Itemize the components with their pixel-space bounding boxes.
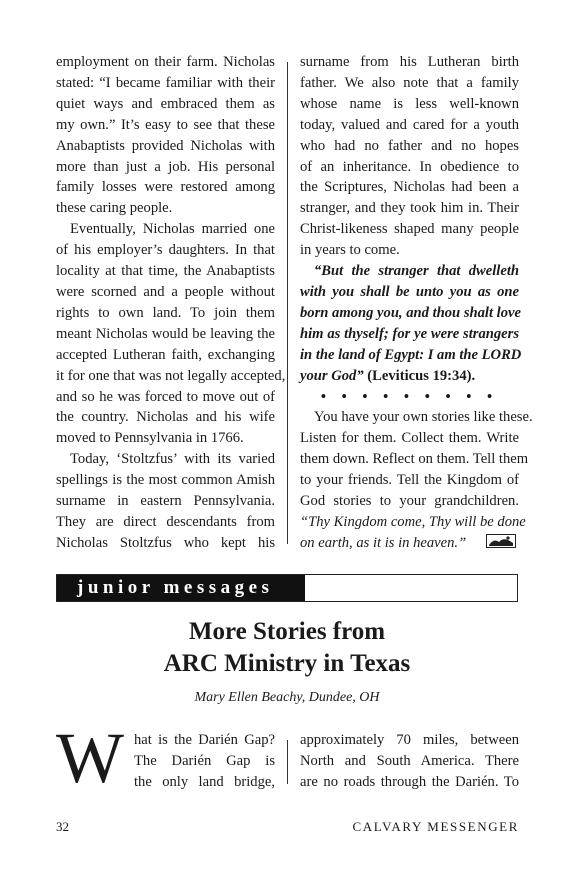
text-line: Anabaptists provided Nicholas with [56,137,275,154]
text-line: surname in eastern Pennsylvania. [56,493,275,510]
end-of-article-icon [486,534,516,548]
text-line: moved to Pennsylvania in 1766. [56,430,244,447]
text-line: The Darién Gap is [134,752,275,769]
text-line: quiet ways and embraced them as [56,95,275,112]
article-byline: Mary Ellen Beachy, Dundee, OH [194,690,380,705]
text-line: You have your own stories like these. [314,409,533,426]
text-line: who had no father and no hopes [300,137,519,154]
section-banner-title: junior messages [77,577,274,598]
text-line: more than just a job. His personal [56,158,275,175]
closing-quote-line: “Thy Kingdom come, Thy will be done [300,513,526,530]
scripture-quote-last-line [300,366,519,387]
text-line: approximately 70 miles, between [300,732,519,748]
text-line: and so he was forced to move out of [56,388,275,405]
text-line: of an inheritance. In obedience to [300,158,519,175]
text-line: hat is the Darién Gap? [134,732,275,748]
text-line: spellings is the most common Amish [56,472,275,489]
article-title [56,616,518,680]
text-line: the Scriptures, Nicholas had been a [300,179,519,196]
section-banner [56,574,518,602]
text-line: meant Nicholas would be leaving the [56,325,275,342]
text-line: Christ-likeness shaped many people [300,221,519,238]
scripture-quote-line: with you shall be unto you as one [300,283,519,300]
article-right-column [300,730,519,793]
article-title-line: ARC Ministry in Texas [163,650,411,677]
text-line: stranger, and they took him in. Their [300,200,519,217]
text-line: surname from his Lutheran birth [300,54,519,70]
text-line: father. We also note that a family [300,74,519,91]
text-line: whose name is less well-known [300,95,519,112]
text-line: Eventually, Nicholas married one [70,221,275,238]
column-divider [287,740,288,784]
text-line: North and South America. There [300,752,519,769]
scripture-quote-end: your God” [300,367,364,384]
text-line: these caring people. [56,200,173,217]
article-title-line: More Stories from [188,618,386,645]
scripture-quote-line: born among you, and thou shalt love [300,304,521,321]
text-line: employment on their farm. Nicholas [56,54,275,70]
text-line: my own.” It’s easy to see that these [56,116,275,133]
text-line: today, valued and cared for a youth [300,116,519,133]
text-line: family losses were restored among [56,179,275,196]
text-line: it for one that was not legally accepted, [56,367,286,384]
text-line: God stories to your grandchildren. [300,493,519,510]
column-divider [287,62,288,544]
text-line: the only land bridge, [134,773,275,790]
text-line: accepted Lutheran faith, exchanging [56,346,275,363]
closing-quote-line: on earth, as it is in heaven.” [300,534,467,551]
text-line: stated: “I became familiar with their [56,74,275,91]
text-line: in years to come. [300,242,400,259]
text-line: of his employer’s daughters. In that [56,242,275,259]
section-separator: • • • • • • • • • [320,388,499,405]
text-line: They are direct descendants from [56,513,275,530]
text-line: Listen for them. Collect them. Write [300,430,519,447]
text-line: the country. Nicholas and his wife [56,409,275,426]
text-line: were scorned and a people without [56,283,275,300]
article-left-column [56,718,275,798]
text-line: Nicholas Stoltzfus who kept his [56,534,275,551]
text-line: rights to own land. To join them [56,304,275,321]
text-line: locality at that time, the Anabaptists [56,263,275,280]
drop-cap: W [56,718,124,798]
scripture-reference: (Leviticus 19:34). [363,367,476,384]
text-line: to your friends. Tell the Kingdom of [300,472,519,489]
scripture-quote-line: him as thyself; for ye were strangers [300,325,519,342]
right-text-column [300,52,533,554]
text-line: Today, ‘Stoltzfus’ with its varied [70,451,275,468]
text-line: them down. Reflect on them. Tell them [300,451,529,468]
scripture-quote-line: “But the stranger that dwelleth [314,263,519,280]
publication-name: CALVARY MESSENGER [352,819,519,834]
left-text-column [56,52,286,554]
page-number: 32 [56,819,69,834]
text-line: are no roads through the Darién. To [300,773,519,790]
scripture-quote-line: in the land of Egypt: I am the LORD [300,346,522,363]
